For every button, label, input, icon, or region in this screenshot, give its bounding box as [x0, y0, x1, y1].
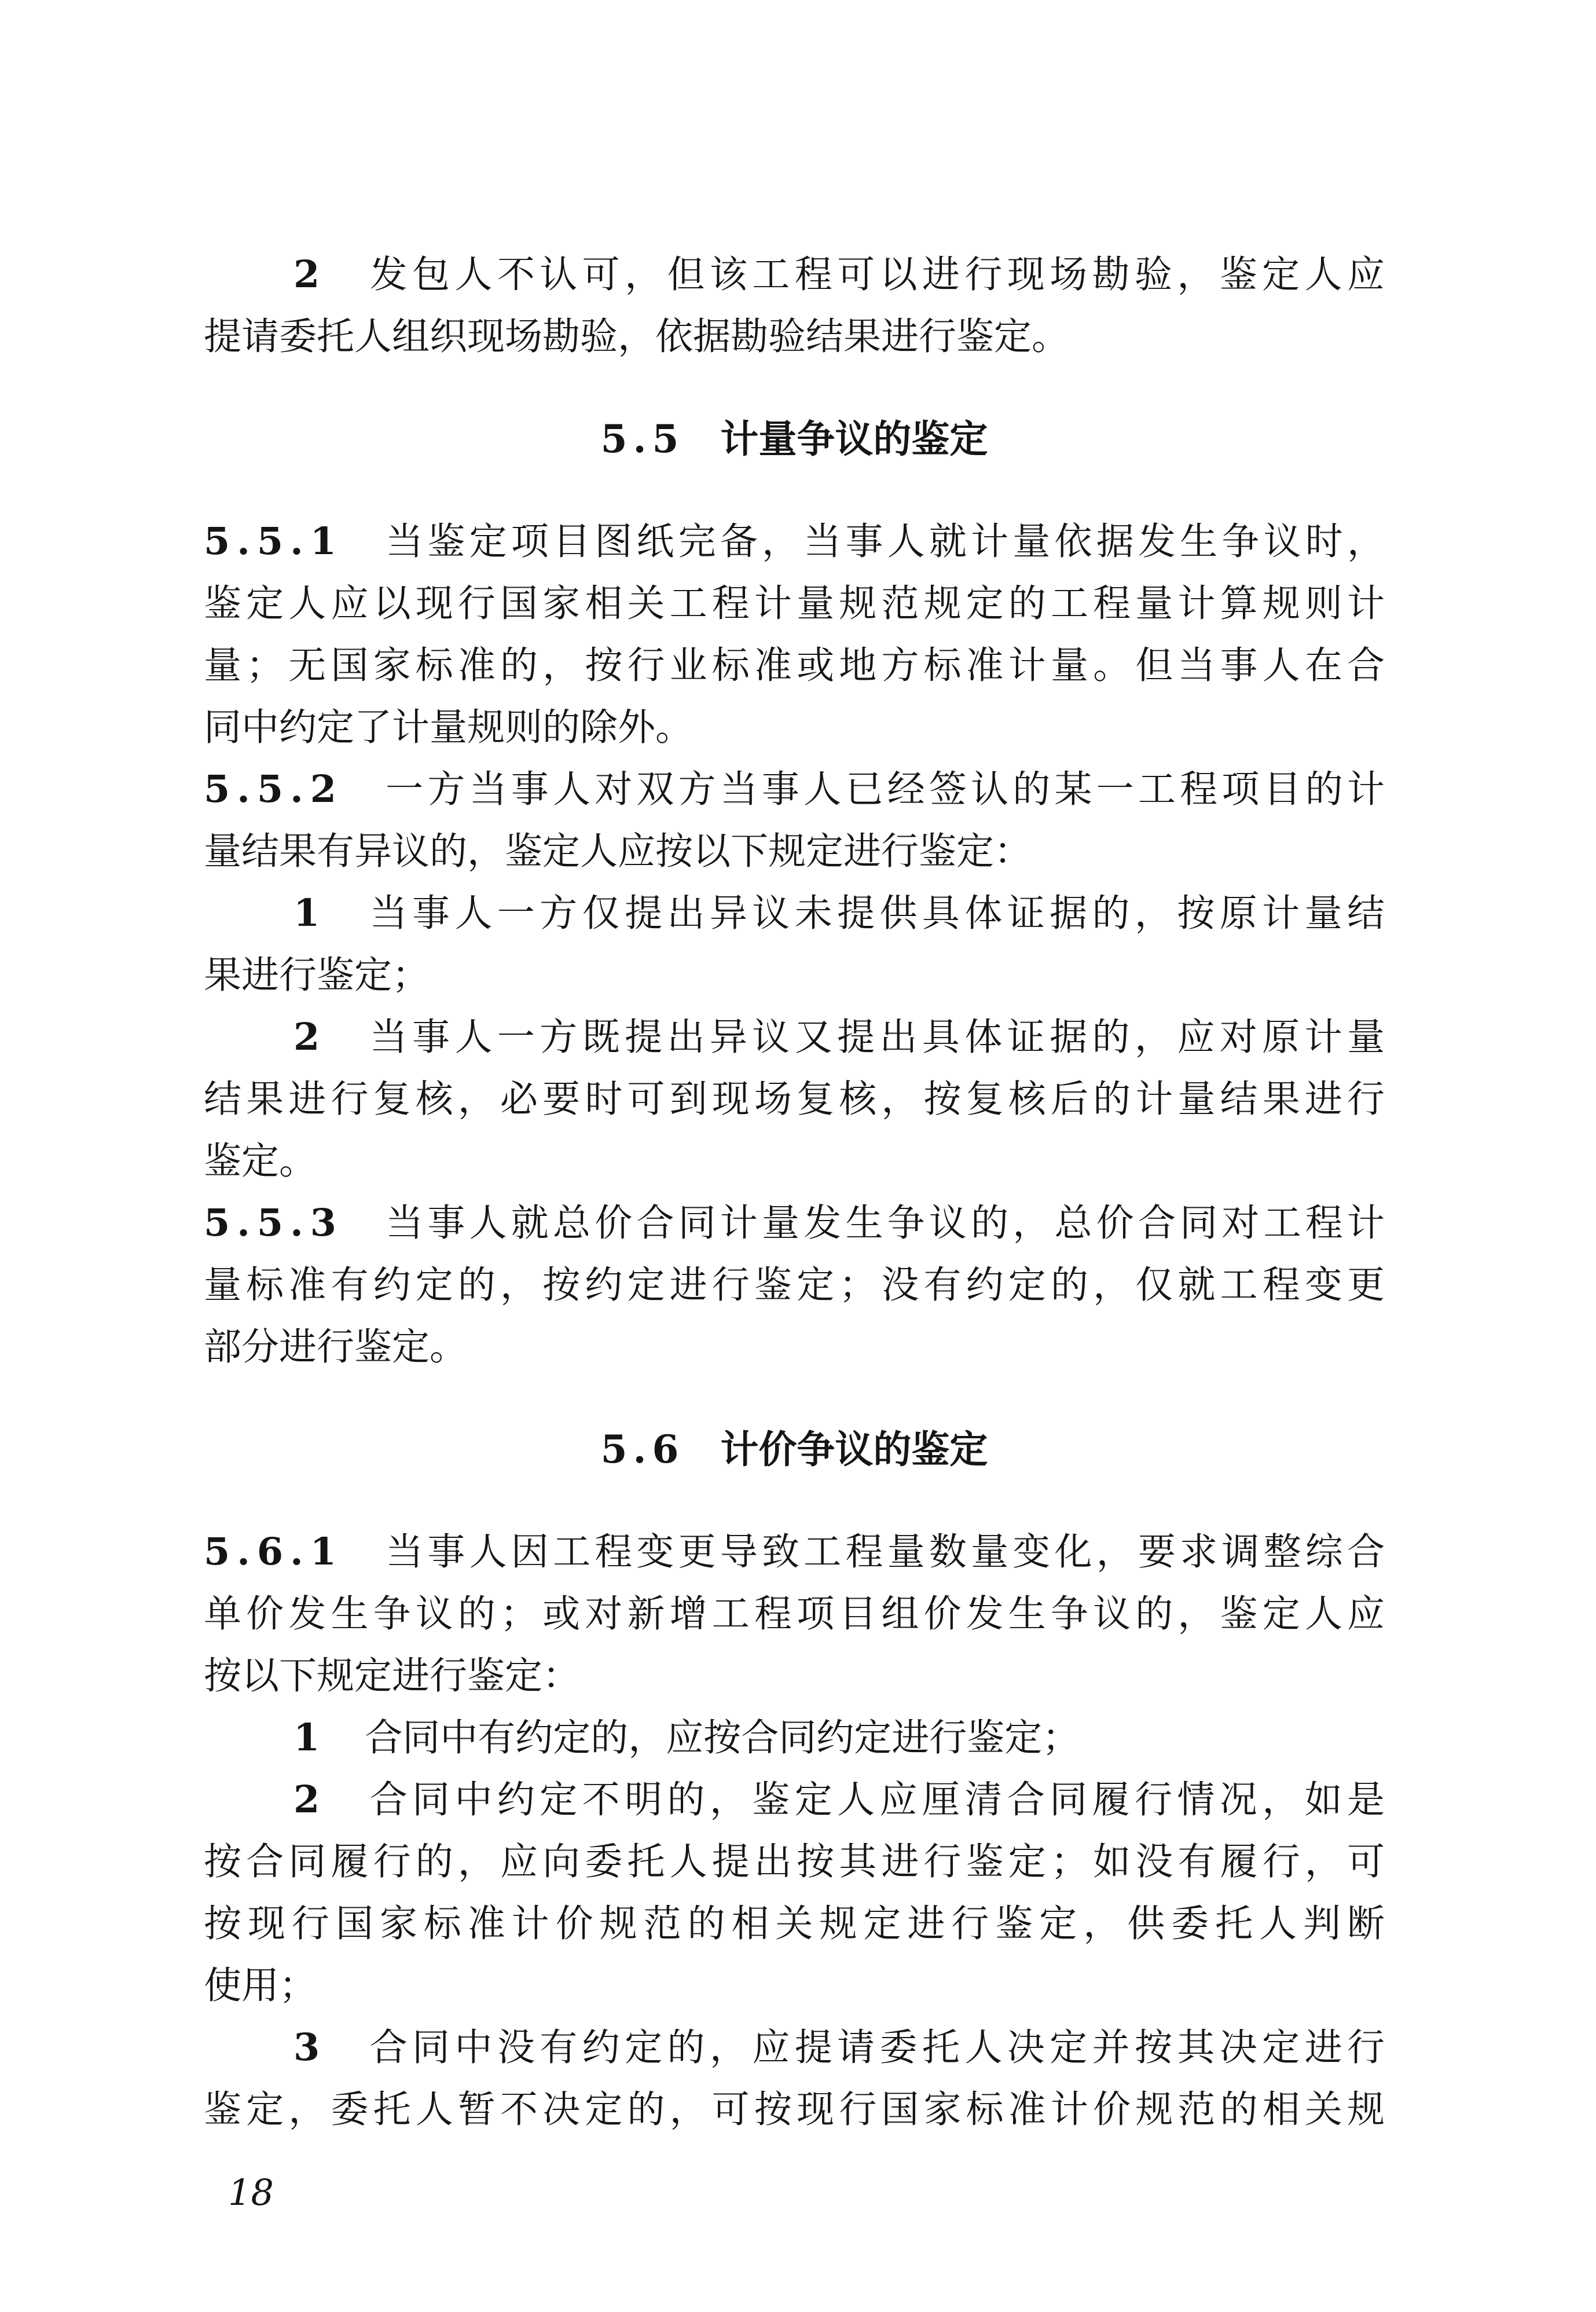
- clause-number: 3: [293, 2025, 327, 2069]
- line-text: 按现行国家标准计价规范的相关规定进行鉴定，供委托人判断: [204, 1902, 1385, 1945]
- text-line: [204, 573, 1385, 635]
- clause-number: 5.5.1: [204, 519, 343, 563]
- text-line: [204, 635, 1385, 697]
- text-line: [204, 244, 1385, 306]
- line-text: 部分进行鉴定。: [204, 1325, 468, 1369]
- text-line: [204, 1254, 1385, 1316]
- text-line: [204, 1068, 1385, 1130]
- text-line: [204, 1521, 1385, 1583]
- line-text: 按以下规定进行鉴定：: [204, 1654, 581, 1698]
- clause-number: 1: [293, 891, 327, 935]
- line-text: 量；无国家标准的，按行业标准或地方标准计量。但当事人在合: [204, 644, 1385, 687]
- clause-number: 5.5.3: [204, 1201, 343, 1245]
- line-text: 发包人不认可，但该工程可以进行现场勘验，鉴定人应: [365, 253, 1385, 296]
- text-line: [204, 820, 1385, 882]
- clause-number: 2: [293, 1015, 327, 1059]
- line-text: 结果进行复核，必要时可到现场复核，按复核后的计量结果进行: [204, 1078, 1385, 1121]
- text-line: [204, 1130, 1385, 1192]
- text-line: [204, 306, 1385, 368]
- line-text: 合同中没有约定的，应提请委托人决定并按其决定进行: [365, 2026, 1385, 2069]
- section-number: 5.5: [600, 416, 685, 461]
- line-text: 果进行鉴定；: [204, 954, 430, 997]
- line-text: 同中约定了计量规则的除外。: [204, 706, 694, 749]
- text-line: [204, 1707, 1385, 1769]
- text-line: [204, 697, 1385, 759]
- line-text: 合同中有约定的，应按合同约定进行鉴定；: [365, 1716, 1080, 1760]
- text-content: [204, 244, 1385, 2141]
- line-text: 鉴定，委托人暂不决定的，可按现行国家标准计价规范的相关规: [204, 2088, 1385, 2131]
- text-line: [204, 1955, 1385, 2017]
- section-heading: [204, 1419, 1385, 1481]
- line-text: 单价发生争议的；或对新增工程项目组价发生争议的，鉴定人应: [204, 1592, 1385, 1636]
- line-text: 当鉴定项目图纸完备，当事人就计量依据发生争议时，: [381, 520, 1385, 563]
- text-line: [204, 1316, 1385, 1378]
- text-line: [204, 759, 1385, 820]
- text-line: [204, 511, 1385, 573]
- clause-number: 1: [293, 1716, 327, 1760]
- text-line: [204, 1192, 1385, 1254]
- line-text: 当事人一方仅提出异议未提供具体证据的，按原计量结: [365, 892, 1385, 935]
- line-text: 当事人因工程变更导致工程量数量变化，要求调整综合: [381, 1530, 1385, 1574]
- line-text: 使用；: [204, 1964, 317, 2007]
- text-line: [204, 2017, 1385, 2079]
- line-text: 鉴定人应以现行国家相关工程计量规范规定的工程量计算规则计: [204, 582, 1385, 625]
- line-text: 提请委托人组织现场勘验，依据勘验结果进行鉴定。: [204, 315, 1070, 358]
- clause-number: 2: [293, 252, 327, 296]
- text-line: [204, 882, 1385, 944]
- text-line: [204, 1583, 1385, 1645]
- text-line: [204, 1006, 1385, 1068]
- section-title: 计量争议的鉴定: [720, 417, 988, 461]
- section-number: 5.6: [600, 1427, 685, 1472]
- section-heading: [204, 408, 1385, 470]
- text-line: [204, 1831, 1385, 1893]
- page-number: 18: [228, 2171, 274, 2214]
- section-title: 计价争议的鉴定: [720, 1427, 988, 1472]
- line-text: 量标准有约定的，按约定进行鉴定；没有约定的，仅就工程变更: [204, 1263, 1385, 1307]
- text-line: [204, 1893, 1385, 1955]
- clause-number: 5.5.2: [204, 767, 343, 811]
- text-line: [204, 1645, 1385, 1707]
- line-text: 鉴定。: [204, 1139, 317, 1183]
- text-line: [204, 944, 1385, 1006]
- clause-number: 5.6.1: [204, 1530, 343, 1574]
- line-text: 合同中约定不明的，鉴定人应厘清合同履行情况，如是: [365, 1778, 1385, 1822]
- line-text: 量结果有异议的，鉴定人应按以下规定进行鉴定：: [204, 830, 1032, 873]
- text-line: [204, 2079, 1385, 2141]
- line-text: 按合同履行的，应向委托人提出按其进行鉴定；如没有履行，可: [204, 1840, 1385, 1884]
- line-text: 当事人一方既提出异议又提出具体证据的，应对原计量: [365, 1016, 1385, 1059]
- line-text: 一方当事人对双方当事人已经签认的某一工程项目的计: [381, 768, 1385, 811]
- line-text: 当事人就总价合同计量发生争议的，总价合同对工程计: [381, 1201, 1385, 1245]
- clause-number: 2: [293, 1778, 327, 1822]
- text-line: [204, 1769, 1385, 1831]
